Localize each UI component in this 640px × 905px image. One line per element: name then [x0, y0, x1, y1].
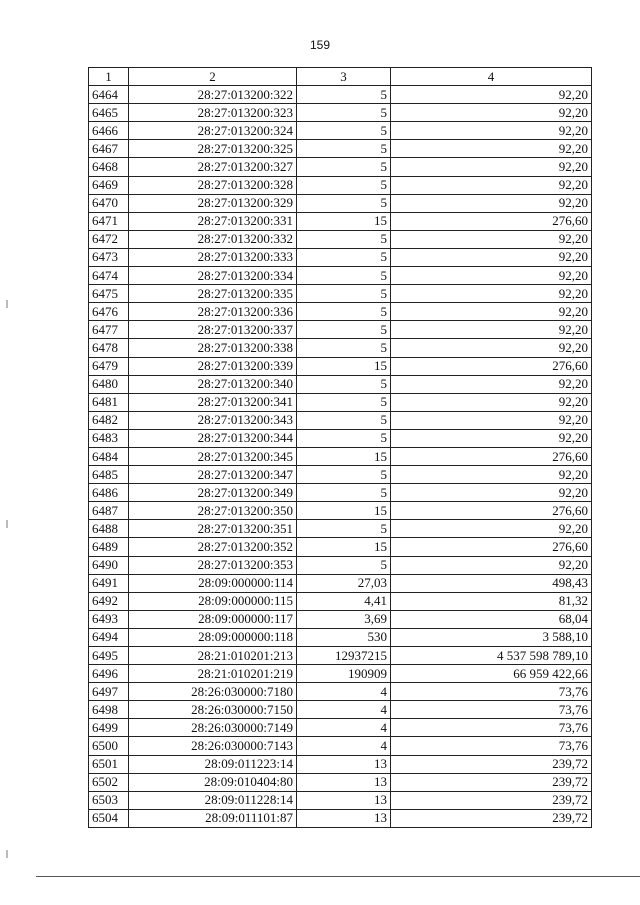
amount-cell: 92,20 — [391, 411, 592, 429]
row-number-cell: 6471 — [89, 212, 129, 230]
table-row — [89, 267, 592, 285]
row-number-cell: 6499 — [89, 719, 129, 737]
row-number-cell: 6497 — [89, 683, 129, 701]
row-number-cell: 6469 — [89, 176, 129, 194]
cadastral-number-cell: 28:27:013200:322 — [129, 86, 297, 104]
amount-cell: 92,20 — [391, 86, 592, 104]
table-row — [89, 321, 592, 339]
row-number-cell: 6474 — [89, 267, 129, 285]
quantity-cell: 15 — [297, 538, 391, 556]
cadastral-number-cell: 28:27:013200:343 — [129, 411, 297, 429]
quantity-cell: 4 — [297, 737, 391, 755]
quantity-cell: 4,41 — [297, 592, 391, 610]
table-row — [89, 285, 592, 303]
row-number-cell: 6465 — [89, 104, 129, 122]
table-row — [89, 719, 592, 737]
table-row — [89, 212, 592, 230]
table-row — [89, 755, 592, 773]
cadastral-number-cell: 28:27:013200:352 — [129, 538, 297, 556]
table-row — [89, 86, 592, 104]
amount-cell: 239,72 — [391, 809, 592, 827]
table-row — [89, 466, 592, 484]
row-number-cell: 6488 — [89, 520, 129, 538]
table-body — [89, 86, 592, 828]
table-row — [89, 447, 592, 465]
row-number-cell: 6477 — [89, 321, 129, 339]
quantity-cell: 4 — [297, 719, 391, 737]
amount-cell: 92,20 — [391, 321, 592, 339]
row-number-cell: 6495 — [89, 647, 129, 665]
cadastral-number-cell: 28:09:000000:114 — [129, 574, 297, 592]
cadastral-number-cell: 28:27:013200:333 — [129, 248, 297, 266]
cadastral-number-cell: 28:27:013200:350 — [129, 502, 297, 520]
amount-cell: 92,20 — [391, 375, 592, 393]
amount-cell: 3 588,10 — [391, 628, 592, 646]
amount-cell: 92,20 — [391, 303, 592, 321]
cadastral-number-cell: 28:09:011101:87 — [129, 809, 297, 827]
table-row — [89, 393, 592, 411]
amount-cell: 92,20 — [391, 429, 592, 447]
amount-cell: 92,20 — [391, 176, 592, 194]
quantity-cell: 3,69 — [297, 610, 391, 628]
column-header-2: 2 — [129, 68, 297, 86]
cadastral-number-cell: 28:27:013200:347 — [129, 466, 297, 484]
amount-cell: 92,20 — [391, 158, 592, 176]
amount-cell: 92,20 — [391, 484, 592, 502]
cadastral-number-cell: 28:27:013200:328 — [129, 176, 297, 194]
row-number-cell: 6472 — [89, 230, 129, 248]
amount-cell: 92,20 — [391, 466, 592, 484]
cadastral-number-cell: 28:27:013200:334 — [129, 267, 297, 285]
row-number-cell: 6476 — [89, 303, 129, 321]
quantity-cell: 5 — [297, 104, 391, 122]
quantity-cell: 5 — [297, 466, 391, 484]
quantity-cell: 5 — [297, 194, 391, 212]
quantity-cell: 15 — [297, 357, 391, 375]
row-number-cell: 6498 — [89, 701, 129, 719]
amount-cell: 239,72 — [391, 773, 592, 791]
table-row — [89, 665, 592, 683]
quantity-cell: 15 — [297, 212, 391, 230]
amount-cell: 276,60 — [391, 357, 592, 375]
row-number-cell: 6500 — [89, 737, 129, 755]
amount-cell: 92,20 — [391, 104, 592, 122]
table-row — [89, 176, 592, 194]
cadastral-number-cell: 28:27:013200:339 — [129, 357, 297, 375]
table-row — [89, 357, 592, 375]
row-number-cell: 6467 — [89, 140, 129, 158]
table-row — [89, 411, 592, 429]
cadastral-number-cell: 28:26:030000:7180 — [129, 683, 297, 701]
row-number-cell: 6481 — [89, 393, 129, 411]
table-row — [89, 158, 592, 176]
cadastral-number-cell: 28:26:030000:7150 — [129, 701, 297, 719]
row-number-cell: 6502 — [89, 773, 129, 791]
row-number-cell: 6503 — [89, 791, 129, 809]
table-row — [89, 701, 592, 719]
quantity-cell: 5 — [297, 86, 391, 104]
cadastral-number-cell: 28:27:013200:341 — [129, 393, 297, 411]
cadastral-number-cell: 28:09:000000:117 — [129, 610, 297, 628]
quantity-cell: 4 — [297, 683, 391, 701]
cadastral-number-cell: 28:27:013200:338 — [129, 339, 297, 357]
cadastral-number-cell: 28:09:010404:80 — [129, 773, 297, 791]
row-number-cell: 6496 — [89, 665, 129, 683]
column-header-3: 3 — [297, 68, 391, 86]
table-row — [89, 122, 592, 140]
table-row — [89, 248, 592, 266]
amount-cell: 92,20 — [391, 556, 592, 574]
table-row — [89, 520, 592, 538]
amount-cell: 92,20 — [391, 393, 592, 411]
row-number-cell: 6468 — [89, 158, 129, 176]
row-number-cell: 6485 — [89, 466, 129, 484]
quantity-cell: 5 — [297, 393, 391, 411]
column-header-1: 1 — [89, 68, 129, 86]
cadastral-number-cell: 28:26:030000:7149 — [129, 719, 297, 737]
quantity-cell: 5 — [297, 176, 391, 194]
cadastral-number-cell: 28:27:013200:340 — [129, 375, 297, 393]
amount-cell: 239,72 — [391, 755, 592, 773]
table-row — [89, 592, 592, 610]
amount-cell: 92,20 — [391, 230, 592, 248]
cadastral-number-cell: 28:27:013200:327 — [129, 158, 297, 176]
amount-cell: 92,20 — [391, 339, 592, 357]
row-number-cell: 6490 — [89, 556, 129, 574]
cadastral-number-cell: 28:09:000000:118 — [129, 628, 297, 646]
table-row — [89, 303, 592, 321]
cadastral-number-cell: 28:27:013200:336 — [129, 303, 297, 321]
row-number-cell: 6473 — [89, 248, 129, 266]
cadastral-number-cell: 28:27:013200:332 — [129, 230, 297, 248]
cadastral-number-cell: 28:27:013200:337 — [129, 321, 297, 339]
amount-cell: 276,60 — [391, 212, 592, 230]
quantity-cell: 5 — [297, 484, 391, 502]
table-row — [89, 574, 592, 592]
scan-border-line — [36, 876, 640, 877]
row-number-cell: 6475 — [89, 285, 129, 303]
table-row — [89, 502, 592, 520]
row-number-cell: 6486 — [89, 484, 129, 502]
row-number-cell: 6480 — [89, 375, 129, 393]
row-number-cell: 6501 — [89, 755, 129, 773]
table-row — [89, 556, 592, 574]
row-number-cell: 6484 — [89, 447, 129, 465]
row-number-cell: 6492 — [89, 592, 129, 610]
cadastral-number-cell: 28:09:011228:14 — [129, 791, 297, 809]
table-header-row — [89, 68, 592, 86]
table-row — [89, 791, 592, 809]
quantity-cell: 5 — [297, 230, 391, 248]
cadastral-number-cell: 28:27:013200:331 — [129, 212, 297, 230]
amount-cell: 73,76 — [391, 683, 592, 701]
row-number-cell: 6493 — [89, 610, 129, 628]
amount-cell: 276,60 — [391, 447, 592, 465]
column-header-4: 4 — [391, 68, 592, 86]
amount-cell: 92,20 — [391, 194, 592, 212]
cadastral-number-cell: 28:27:013200:349 — [129, 484, 297, 502]
quantity-cell: 15 — [297, 447, 391, 465]
amount-cell: 92,20 — [391, 122, 592, 140]
amount-cell: 73,76 — [391, 719, 592, 737]
table-row — [89, 809, 592, 827]
quantity-cell: 5 — [297, 429, 391, 447]
amount-cell: 68,04 — [391, 610, 592, 628]
row-number-cell: 6487 — [89, 502, 129, 520]
cadastral-number-cell: 28:26:030000:7143 — [129, 737, 297, 755]
row-number-cell: 6482 — [89, 411, 129, 429]
amount-cell: 276,60 — [391, 538, 592, 556]
table-row — [89, 647, 592, 665]
amount-cell: 92,20 — [391, 520, 592, 538]
amount-cell: 4 537 598 789,10 — [391, 647, 592, 665]
quantity-cell: 5 — [297, 267, 391, 285]
quantity-cell: 13 — [297, 773, 391, 791]
quantity-cell: 5 — [297, 411, 391, 429]
quantity-cell: 5 — [297, 140, 391, 158]
table-row — [89, 610, 592, 628]
cadastral-number-cell: 28:09:011223:14 — [129, 755, 297, 773]
quantity-cell: 15 — [297, 502, 391, 520]
amount-cell: 92,20 — [391, 140, 592, 158]
table-row — [89, 194, 592, 212]
quantity-cell: 190909 — [297, 665, 391, 683]
table-row — [89, 429, 592, 447]
cadastral-number-cell: 28:27:013200:335 — [129, 285, 297, 303]
cadastral-number-cell: 28:27:013200:351 — [129, 520, 297, 538]
quantity-cell: 5 — [297, 158, 391, 176]
table-row — [89, 339, 592, 357]
quantity-cell: 5 — [297, 285, 391, 303]
row-number-cell: 6464 — [89, 86, 129, 104]
quantity-cell: 5 — [297, 520, 391, 538]
quantity-cell: 13 — [297, 791, 391, 809]
cadastral-number-cell: 28:27:013200:345 — [129, 447, 297, 465]
quantity-cell: 5 — [297, 339, 391, 357]
scan-edge-mark — [6, 520, 8, 528]
table-row — [89, 538, 592, 556]
row-number-cell: 6466 — [89, 122, 129, 140]
quantity-cell: 5 — [297, 248, 391, 266]
row-number-cell: 6504 — [89, 809, 129, 827]
table-row — [89, 140, 592, 158]
cadastral-number-cell: 28:27:013200:329 — [129, 194, 297, 212]
quantity-cell: 13 — [297, 755, 391, 773]
page-number: 159 — [309, 38, 331, 52]
table-row — [89, 683, 592, 701]
cadastral-number-cell: 28:09:000000:115 — [129, 592, 297, 610]
row-number-cell: 6483 — [89, 429, 129, 447]
row-number-cell: 6478 — [89, 339, 129, 357]
quantity-cell: 5 — [297, 375, 391, 393]
amount-cell: 92,20 — [391, 285, 592, 303]
amount-cell: 66 959 422,66 — [391, 665, 592, 683]
cadastral-number-cell: 28:27:013200:344 — [129, 429, 297, 447]
amount-cell: 239,72 — [391, 791, 592, 809]
amount-cell: 73,76 — [391, 701, 592, 719]
row-number-cell: 6470 — [89, 194, 129, 212]
table-row — [89, 375, 592, 393]
row-number-cell: 6479 — [89, 357, 129, 375]
cadastral-number-cell: 28:27:013200:324 — [129, 122, 297, 140]
quantity-cell: 5 — [297, 556, 391, 574]
cadastral-number-cell: 28:27:013200:323 — [129, 104, 297, 122]
amount-cell: 276,60 — [391, 502, 592, 520]
quantity-cell: 530 — [297, 628, 391, 646]
amount-cell: 498,43 — [391, 574, 592, 592]
quantity-cell: 5 — [297, 122, 391, 140]
quantity-cell: 5 — [297, 321, 391, 339]
amount-cell: 73,76 — [391, 737, 592, 755]
quantity-cell: 27,03 — [297, 574, 391, 592]
table-header — [89, 68, 592, 86]
cadastral-table — [88, 67, 592, 828]
row-number-cell: 6489 — [89, 538, 129, 556]
quantity-cell: 4 — [297, 701, 391, 719]
row-number-cell: 6491 — [89, 574, 129, 592]
table-row — [89, 104, 592, 122]
table-row — [89, 737, 592, 755]
amount-cell: 81,32 — [391, 592, 592, 610]
amount-cell: 92,20 — [391, 248, 592, 266]
quantity-cell: 13 — [297, 809, 391, 827]
table-row — [89, 230, 592, 248]
quantity-cell: 12937215 — [297, 647, 391, 665]
cadastral-number-cell: 28:21:010201:213 — [129, 647, 297, 665]
scan-edge-mark — [6, 850, 8, 858]
table-row — [89, 628, 592, 646]
scan-edge-mark — [6, 300, 8, 308]
cadastral-number-cell: 28:27:013200:325 — [129, 140, 297, 158]
table-row — [89, 773, 592, 791]
amount-cell: 92,20 — [391, 267, 592, 285]
row-number-cell: 6494 — [89, 628, 129, 646]
cadastral-number-cell: 28:27:013200:353 — [129, 556, 297, 574]
table-row — [89, 484, 592, 502]
quantity-cell: 5 — [297, 303, 391, 321]
cadastral-number-cell: 28:21:010201:219 — [129, 665, 297, 683]
